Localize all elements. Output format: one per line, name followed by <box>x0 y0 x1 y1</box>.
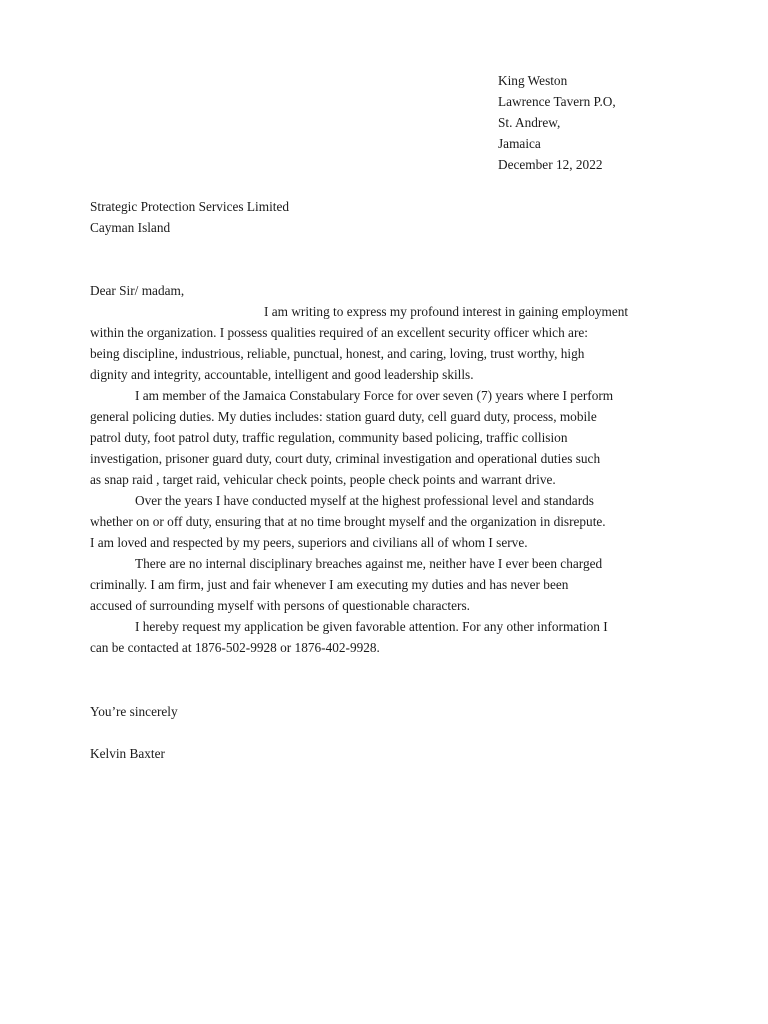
paragraph-3-line-3: I am loved and respected by my peers, superiors and civilians all of whom I serve. <box>90 535 528 550</box>
paragraph-1-line-1: I am writing to express my profound interest in gaining employment <box>264 304 629 319</box>
closing: You’re sincerely <box>90 704 178 719</box>
paragraph-4-line-1: There are no internal disciplinary breaches against me, neither have I ever been charged <box>135 556 603 571</box>
paragraph-4-line-2: criminally. I am firm, just and fair whenever I am executing my duties and has never been <box>90 577 569 592</box>
paragraph-1-line-3: being discipline, industrious, reliable, punctual, honest, and caring, loving, trust worthy, high <box>90 346 585 361</box>
paragraph-1-line-4: dignity and integrity, accountable, intelligent and good leadership skills. <box>90 367 474 382</box>
sender-name: King Weston <box>498 73 568 88</box>
sender-address-line-2: St. Andrew, <box>498 115 561 130</box>
sender-address-line-1: Lawrence Tavern P.O, <box>498 94 616 109</box>
paragraph-5-line-2: can be contacted at 1876-502-9928 or 1876-402-9928. <box>90 640 380 655</box>
paragraph-3-line-1: Over the years I have conducted myself at the highest professional level and standards <box>135 493 594 508</box>
signature-name: Kelvin Baxter <box>90 746 165 761</box>
paragraph-2-line-2: general policing duties. My duties includes: station guard duty, cell guard duty, process, mobile <box>90 409 597 424</box>
paragraph-2-line-4: investigation, prisoner guard duty, court duty, criminal investigation and operational duties such <box>90 451 601 466</box>
paragraph-2-line-3: patrol duty, foot patrol duty, traffic regulation, community based policing, traffic collision <box>90 430 568 445</box>
salutation: Dear Sir/ madam, <box>90 283 185 298</box>
paragraph-2-line-1: I am member of the Jamaica Constabulary Force for over seven (7) years where I perform <box>135 388 614 403</box>
letter-date: December 12, 2022 <box>498 157 603 172</box>
paragraph-4-line-3: accused of surrounding myself with persons of questionable characters. <box>90 598 470 613</box>
recipient-company: Strategic Protection Services Limited <box>90 199 290 214</box>
sender-country: Jamaica <box>498 136 541 151</box>
recipient-location: Cayman Island <box>90 220 171 235</box>
paragraph-2-line-5: as snap raid , target raid, vehicular check points, people check points and warrant drive. <box>90 472 556 487</box>
paragraph-5-line-1: I hereby request my application be given favorable attention. For any other information I <box>135 619 608 634</box>
paragraph-1-line-2: within the organization. I possess qualities required of an excellent security officer which are: <box>90 325 588 340</box>
paragraph-3-line-2: whether on or off duty, ensuring that at no time brought myself and the organization in disrepute. <box>90 514 606 529</box>
